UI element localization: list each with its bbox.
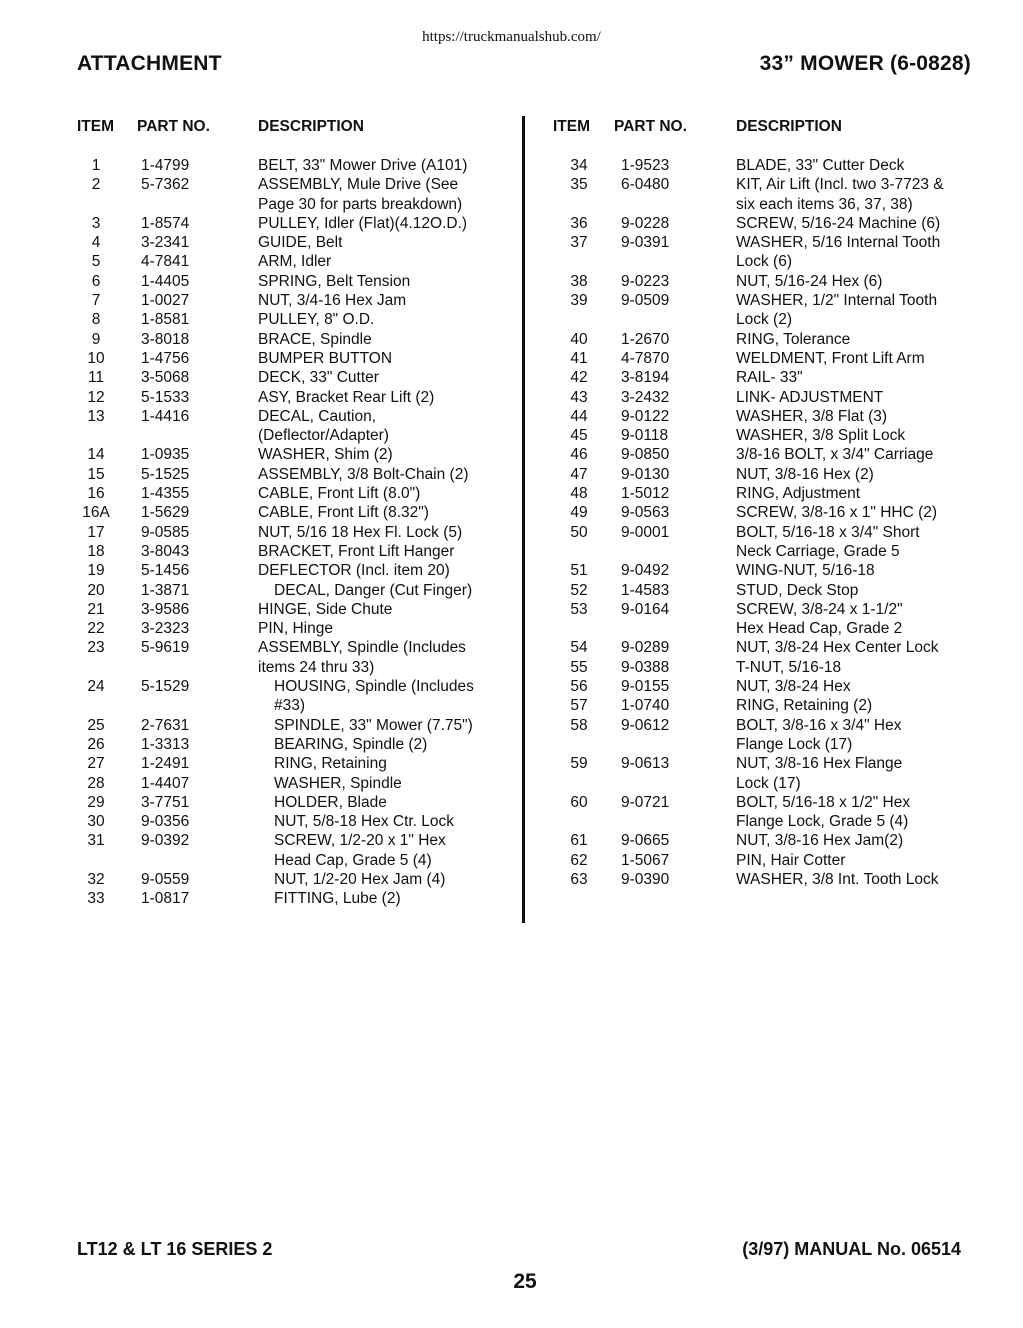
item-number: 20: [87, 581, 105, 599]
table-row: [77, 774, 517, 793]
part-description: PIN, Hair Cotter: [736, 851, 846, 869]
item-number: 19: [87, 562, 105, 580]
item-number: 6: [91, 272, 101, 290]
table-row: [553, 407, 993, 426]
part-description: T-NUT, 5/16-18: [736, 658, 842, 676]
part-number: 1-0027: [141, 292, 190, 310]
item-number: 9: [91, 330, 101, 348]
table-row: [77, 889, 517, 908]
part-number: 2-7631: [141, 716, 190, 734]
table-row: [77, 465, 517, 484]
item-number: 55: [570, 658, 588, 676]
part-description: ARM, Idler: [258, 253, 332, 271]
table-row: [77, 484, 517, 503]
table-row: [77, 252, 517, 271]
part-description: BELT, 33" Mower Drive (A101): [258, 157, 468, 174]
part-description: RAIL- 33": [736, 369, 803, 387]
part-description: HOUSING, Spindle (Includes #33): [274, 678, 474, 715]
item-number: 23: [87, 639, 105, 657]
part-number: 1-8581: [141, 311, 190, 329]
table-row: [77, 831, 517, 870]
table-row: [553, 175, 993, 214]
part-description: BOLT, 5/16-18 x 1/2" Hex Flange Lock, Grade 5 (4): [736, 793, 911, 831]
item-number: 13: [87, 407, 105, 425]
part-description: SPRING, Belt Tension: [258, 272, 411, 290]
item-number: 36: [570, 214, 588, 232]
part-description: RING, Retaining (2): [736, 697, 873, 715]
table-row: [77, 388, 517, 407]
item-number: 42: [570, 369, 588, 387]
table-row: [553, 445, 993, 464]
item-number: 45: [570, 427, 588, 445]
part-description: RING, Tolerance: [736, 330, 851, 348]
table-row: [553, 581, 993, 600]
table-row: [77, 291, 517, 310]
table-row: [553, 465, 993, 484]
part-description: NUT, 3/8-16 Hex Jam(2): [736, 832, 904, 850]
part-description: PULLEY, Idler (Flat)(4.12O.D.): [258, 214, 468, 232]
part-description: WELDMENT, Front Lift Arm: [736, 349, 925, 367]
part-description: SPINDLE, 33" Mower (7.75"): [274, 716, 473, 734]
part-description: ASY, Bracket Rear Lift (2): [258, 388, 435, 406]
table-row: [553, 677, 993, 696]
part-description: WASHER, 5/16 Internal Tooth Lock (6): [736, 234, 941, 271]
part-description: WING-NUT, 5/16-18: [736, 562, 875, 580]
part-number: 1-4355: [141, 485, 190, 503]
item-number: 39: [570, 292, 588, 310]
part-description: DECAL, Caution, (Deflector/Adapter): [258, 407, 389, 445]
table-row: [553, 561, 993, 580]
item-number: 61: [570, 832, 588, 850]
item-number: 24: [87, 678, 105, 696]
right-description-header: DESCRIPTION: [736, 118, 842, 135]
part-number: 1-8574: [141, 214, 190, 232]
part-description: SCREW, 5/16-24 Machine (6): [736, 214, 941, 232]
item-number: 32: [87, 870, 105, 888]
part-number: 3-8018: [141, 330, 190, 348]
part-description: NUT, 5/16-24 Hex (6): [736, 272, 883, 290]
part-number: 3-8194: [621, 369, 670, 387]
part-number: 1-4407: [141, 774, 190, 792]
item-number: 60: [570, 793, 588, 811]
part-description: DEFLECTOR (Incl. item 20): [258, 562, 450, 580]
table-row: [553, 503, 993, 522]
item-number: 15: [87, 465, 105, 483]
part-description: HOLDER, Blade: [274, 793, 387, 811]
item-number: 12: [87, 388, 105, 406]
part-number: 1-0935: [141, 446, 190, 464]
part-number: 9-0155: [621, 678, 670, 696]
part-description: WASHER, Shim (2): [258, 446, 393, 464]
table-row: [77, 272, 517, 291]
part-description: BEARING, Spindle (2): [274, 735, 428, 753]
item-number: 41: [570, 349, 588, 367]
item-number: 29: [87, 793, 105, 811]
part-description: NUT, 5/16 18 Hex Fl. Lock (5): [258, 523, 463, 541]
item-number: 8: [91, 311, 101, 329]
table-row: [553, 851, 993, 870]
part-description: WASHER, 3/8 Split Lock: [736, 427, 906, 445]
item-number: 43: [570, 388, 588, 406]
item-number: 7: [91, 292, 101, 310]
table-row: [77, 677, 517, 716]
table-row: [77, 754, 517, 773]
table-row: [77, 310, 517, 329]
part-number: 9-0118: [621, 427, 669, 445]
table-row: [77, 581, 517, 600]
part-number: 9-0509: [621, 292, 670, 310]
part-number: 9-0492: [621, 562, 670, 580]
part-description: ASSEMBLY, 3/8 Bolt-Chain (2): [258, 465, 469, 483]
part-number: 9-0388: [621, 658, 670, 676]
part-number: 9-0356: [141, 813, 190, 831]
part-description: DECK, 33" Cutter: [258, 369, 379, 387]
item-number: 59: [570, 755, 588, 773]
section-title: ATTACHMENT: [77, 52, 222, 75]
item-number: 46: [570, 446, 588, 464]
item-number: 31: [87, 832, 105, 850]
item-number: 10: [87, 349, 105, 367]
table-row: [77, 561, 517, 580]
part-number: 1-0740: [621, 697, 670, 715]
part-number: 1-4583: [621, 581, 670, 599]
table-row: [77, 735, 517, 754]
table-row: [553, 330, 993, 349]
table-row: [77, 870, 517, 889]
table-row: [77, 793, 517, 812]
part-number: 5-1525: [141, 465, 190, 483]
part-number: 9-0164: [621, 600, 670, 618]
part-number: 9-0559: [141, 870, 190, 888]
model-title: 33” MOWER (6-0828): [759, 52, 971, 75]
part-description: BOLT, 5/16-18 x 3/4" Short Neck Carriage, Grade 5: [736, 523, 920, 560]
item-number: 40: [570, 330, 588, 348]
part-number: 9-0665: [621, 832, 670, 850]
part-description: BRACE, Spindle: [258, 330, 372, 348]
item-number: 38: [570, 272, 588, 290]
part-number: 9-0130: [621, 465, 670, 483]
table-row: [553, 156, 993, 175]
part-description: NUT, 3/8-16 Hex (2): [736, 465, 874, 483]
part-description: BOLT, 3/8-16 x 3/4" Hex Flange Lock (17): [736, 716, 902, 753]
table-row: [553, 214, 993, 233]
part-number: 1-5629: [141, 504, 190, 522]
item-number: 51: [570, 562, 588, 580]
part-description: GUIDE, Belt: [258, 234, 343, 252]
part-description: WASHER, 3/8 Int. Tooth Lock: [736, 870, 939, 888]
item-number: 3: [91, 214, 101, 232]
table-row: [553, 658, 993, 677]
part-number: 9-0390: [621, 870, 670, 888]
table-row: [77, 716, 517, 735]
part-number: 1-4416: [141, 407, 190, 425]
part-number: 5-1529: [141, 678, 190, 696]
item-number: 2: [91, 176, 101, 194]
left-description-header: DESCRIPTION: [258, 118, 364, 135]
item-number: 62: [570, 851, 588, 869]
part-number: 9-0613: [621, 755, 670, 773]
part-description: NUT, 3/8-24 Hex Center Lock: [736, 639, 939, 657]
part-number: 3-7751: [141, 793, 190, 811]
part-description: RING, Retaining: [274, 755, 387, 773]
part-number: 9-0001: [621, 523, 670, 541]
part-description: NUT, 1/2-20 Hex Jam (4): [274, 870, 446, 888]
source-url[interactable]: https://truckmanualshub.com/: [422, 29, 601, 45]
part-description: CABLE, Front Lift (8.0"): [258, 485, 421, 503]
item-number: 33: [87, 890, 105, 908]
item-number: 4: [91, 234, 101, 252]
part-number: 4-7870: [621, 349, 670, 367]
part-description: SCREW, 3/8-24 x 1-1/2" Hex Head Cap, Grade 2: [736, 600, 903, 638]
item-number: 56: [570, 678, 588, 696]
part-number: 9-0585: [141, 523, 190, 541]
part-description: WASHER, 3/8 Flat (3): [736, 407, 888, 425]
item-number: 16A: [82, 504, 110, 522]
item-number: 52: [570, 581, 588, 599]
table-row: [553, 272, 993, 291]
table-row: [553, 233, 993, 272]
part-number: 9-0391: [621, 234, 670, 252]
item-number: 63: [570, 870, 588, 888]
manual-number-footer: (3/97) MANUAL No. 06514: [742, 1239, 961, 1259]
table-row: [553, 870, 993, 889]
item-number: 57: [570, 697, 588, 715]
item-number: 37: [570, 234, 588, 252]
item-number: 27: [87, 755, 105, 773]
table-row: [77, 330, 517, 349]
table-row: [553, 388, 993, 407]
item-number: 5: [91, 253, 101, 271]
table-row: [553, 716, 993, 755]
left-item-header: ITEM: [77, 118, 115, 135]
part-number: 5-1533: [141, 388, 190, 406]
right-part-header: PART NO.: [614, 118, 687, 135]
part-number: 4-7841: [141, 253, 190, 271]
part-description: BRACKET, Front Lift Hanger: [258, 542, 455, 560]
table-row: [553, 754, 993, 793]
item-number: 47: [570, 465, 588, 483]
part-number: 3-2341: [141, 234, 190, 252]
item-number: 58: [570, 716, 588, 734]
part-number: 9-0721: [621, 793, 670, 811]
part-number: 1-5067: [621, 851, 670, 869]
left-part-header: PART NO.: [137, 118, 210, 135]
part-number: 1-4756: [141, 349, 190, 367]
part-number: 9-0612: [621, 716, 670, 734]
part-number: 3-8043: [141, 542, 190, 560]
part-number: 5-9619: [141, 639, 190, 657]
item-number: 14: [87, 446, 105, 464]
part-number: 1-0817: [141, 890, 190, 908]
parts-list-right: [553, 156, 993, 889]
item-number: 11: [87, 369, 105, 387]
part-number: 9-0289: [621, 639, 670, 657]
item-number: 22: [87, 620, 105, 638]
item-number: 26: [87, 735, 105, 753]
table-row: [553, 793, 993, 832]
part-number: 1-4405: [141, 272, 190, 290]
item-number: 34: [570, 157, 588, 174]
part-number: 1-2491: [141, 755, 190, 773]
part-number: 6-0480: [621, 176, 670, 194]
table-row: [77, 600, 517, 619]
table-row: [553, 349, 993, 368]
part-description: 3/8-16 BOLT, x 3/4" Carriage: [736, 446, 934, 464]
table-row: [77, 156, 517, 175]
item-number: 53: [570, 600, 588, 618]
table-row: [77, 445, 517, 464]
part-number: 1-2670: [621, 330, 670, 348]
part-description: BUMPER BUTTON: [258, 349, 393, 367]
column-divider: [522, 116, 525, 923]
table-row: [553, 523, 993, 562]
part-description: RING, Adjustment: [736, 485, 861, 503]
part-description: WASHER, Spindle: [274, 774, 402, 792]
item-number: 30: [87, 813, 105, 831]
item-number: 35: [570, 176, 588, 194]
part-number: 3-9586: [141, 600, 190, 618]
part-description: ASSEMBLY, Spindle (Includes items 24 thru 33): [258, 639, 466, 676]
part-description: PIN, Hinge: [258, 620, 333, 638]
part-number: 3-5068: [141, 369, 190, 387]
part-number: 5-7362: [141, 176, 190, 194]
item-number: 54: [570, 639, 588, 657]
part-number: 9-0392: [141, 832, 190, 850]
page-number: 25: [513, 1270, 537, 1293]
table-row: [77, 349, 517, 368]
part-description: LINK- ADJUSTMENT: [736, 388, 884, 406]
part-number: 1-3871: [141, 581, 190, 599]
part-number: 9-0122: [621, 407, 670, 425]
table-row: [553, 600, 993, 639]
table-row: [553, 638, 993, 657]
table-row: [553, 696, 993, 715]
table-row: [77, 214, 517, 233]
item-number: 17: [87, 523, 105, 541]
item-number: 50: [570, 523, 588, 541]
table-row: [77, 503, 517, 522]
part-number: 9-0850: [621, 446, 670, 464]
part-description: STUD, Deck Stop: [736, 581, 859, 599]
part-description: NUT, 3/8-16 Hex Flange Lock (17): [736, 755, 903, 792]
table-row: [77, 812, 517, 831]
part-number: 1-4799: [141, 157, 190, 174]
item-number: 48: [570, 485, 588, 503]
part-description: PULLEY, 8" O.D.: [258, 311, 375, 329]
part-description: BLADE, 33" Cutter Deck: [736, 157, 905, 174]
table-row: [553, 291, 993, 330]
item-number: 21: [87, 600, 105, 618]
table-row: [77, 233, 517, 252]
table-row: [77, 368, 517, 387]
table-row: [77, 638, 517, 677]
part-number: 3-2432: [621, 388, 670, 406]
table-row: [77, 523, 517, 542]
item-number: 1: [91, 157, 101, 174]
part-number: 9-0563: [621, 504, 670, 522]
item-number: 44: [570, 407, 588, 425]
table-row: [77, 542, 517, 561]
part-number: 1-9523: [621, 157, 670, 174]
table-row: [553, 484, 993, 503]
item-number: 16: [87, 485, 105, 503]
item-number: 28: [87, 774, 105, 792]
part-description: DECAL, Danger (Cut Finger): [274, 581, 473, 599]
part-number: 1-5012: [621, 485, 670, 503]
right-item-header: ITEM: [553, 118, 591, 135]
table-row: [553, 368, 993, 387]
part-number: 5-1456: [141, 562, 190, 580]
table-row: [77, 407, 517, 446]
item-number: 25: [87, 716, 105, 734]
part-number: 1-3313: [141, 735, 190, 753]
part-description: KIT, Air Lift (Incl. two 3-7723 & six each items 36, 37, 38): [736, 176, 944, 213]
table-row: [77, 619, 517, 638]
part-number: 9-0223: [621, 272, 670, 290]
series-footer: LT12 & LT 16 SERIES 2: [77, 1239, 273, 1259]
part-description: SCREW, 3/8-16 x 1" HHC (2): [736, 504, 938, 522]
table-row: [553, 426, 993, 445]
table-row: [553, 831, 993, 850]
part-description: CABLE, Front Lift (8.32"): [258, 504, 429, 522]
item-number: 49: [570, 504, 588, 522]
part-number: 9-0228: [621, 214, 670, 232]
part-description: NUT, 3/4-16 Hex Jam: [258, 292, 407, 310]
part-description: NUT, 5/8-18 Hex Ctr. Lock: [274, 813, 455, 831]
part-description: HINGE, Side Chute: [258, 600, 393, 618]
parts-list-left: [77, 156, 517, 909]
part-description: NUT, 3/8-24 Hex: [736, 678, 851, 696]
part-description: SCREW, 1/2-20 x 1" Hex Head Cap, Grade 5 (4): [274, 832, 446, 869]
part-description: ASSEMBLY, Mule Drive (See Page 30 for parts breakdown): [258, 176, 463, 213]
table-row: [77, 175, 517, 214]
item-number: 18: [87, 542, 105, 560]
part-description: FITTING, Lube (2): [274, 890, 401, 908]
part-description: WASHER, 1/2" Internal Tooth Lock (2): [736, 292, 938, 329]
part-number: 3-2323: [141, 620, 190, 638]
